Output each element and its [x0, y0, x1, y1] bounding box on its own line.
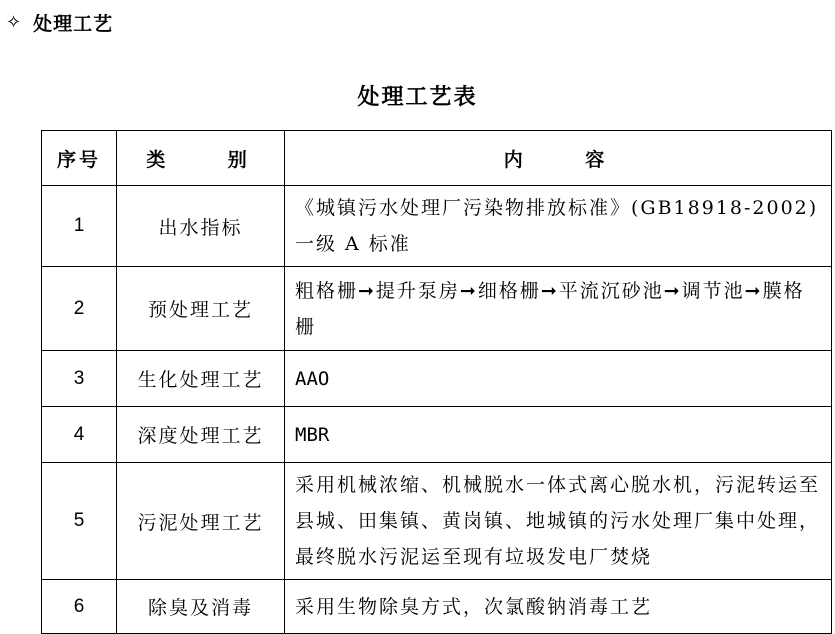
row-content: AAO	[285, 351, 832, 407]
table-row	[42, 580, 832, 634]
table-row	[42, 463, 832, 580]
section-heading-text: 处理工艺	[33, 12, 114, 35]
row-index: 2	[42, 267, 117, 351]
table-row	[42, 407, 832, 463]
row-index: 6	[42, 580, 117, 634]
row-category: 污泥处理工艺	[117, 463, 285, 580]
row-index: 5	[42, 463, 117, 580]
table-title: 处理工艺表	[357, 84, 478, 110]
row-category: 生化处理工艺	[117, 351, 285, 407]
header-index: 序号	[42, 131, 117, 186]
section-heading	[6, 8, 113, 36]
row-content: 采用生物除臭方式，次氯酸钠消毒工艺	[285, 580, 832, 634]
table-header-row	[42, 131, 832, 186]
row-index: 1	[42, 186, 117, 267]
row-category: 预处理工艺	[117, 267, 285, 351]
process-table	[41, 130, 832, 634]
header-category: 类 别	[117, 131, 285, 186]
row-category: 除臭及消毒	[117, 580, 285, 634]
diamond-bullet-icon: ✧	[6, 11, 22, 33]
row-category: 深度处理工艺	[117, 407, 285, 463]
row-category: 出水指标	[117, 186, 285, 267]
header-content: 内 容	[285, 131, 832, 186]
table-row	[42, 186, 832, 267]
table-row	[42, 267, 832, 351]
table-row	[42, 351, 832, 407]
row-index: 3	[42, 351, 117, 407]
row-content: 粗格栅➞提升泵房➞细格栅➞平流沉砂池➞调节池➞膜格栅	[285, 267, 832, 351]
row-content: MBR	[285, 407, 832, 463]
row-content: 采用机械浓缩、机械脱水一体式离心脱水机，污泥转运至县城、田集镇、黄岗镇、地城镇的污水处理厂集中处理，最终脱水污泥运至现有垃圾发电厂焚烧	[285, 463, 832, 580]
row-index: 4	[42, 407, 117, 463]
row-content: 《城镇污水处理厂污染物排放标准》(GB18918-2002)一级 A 标准	[285, 186, 832, 267]
